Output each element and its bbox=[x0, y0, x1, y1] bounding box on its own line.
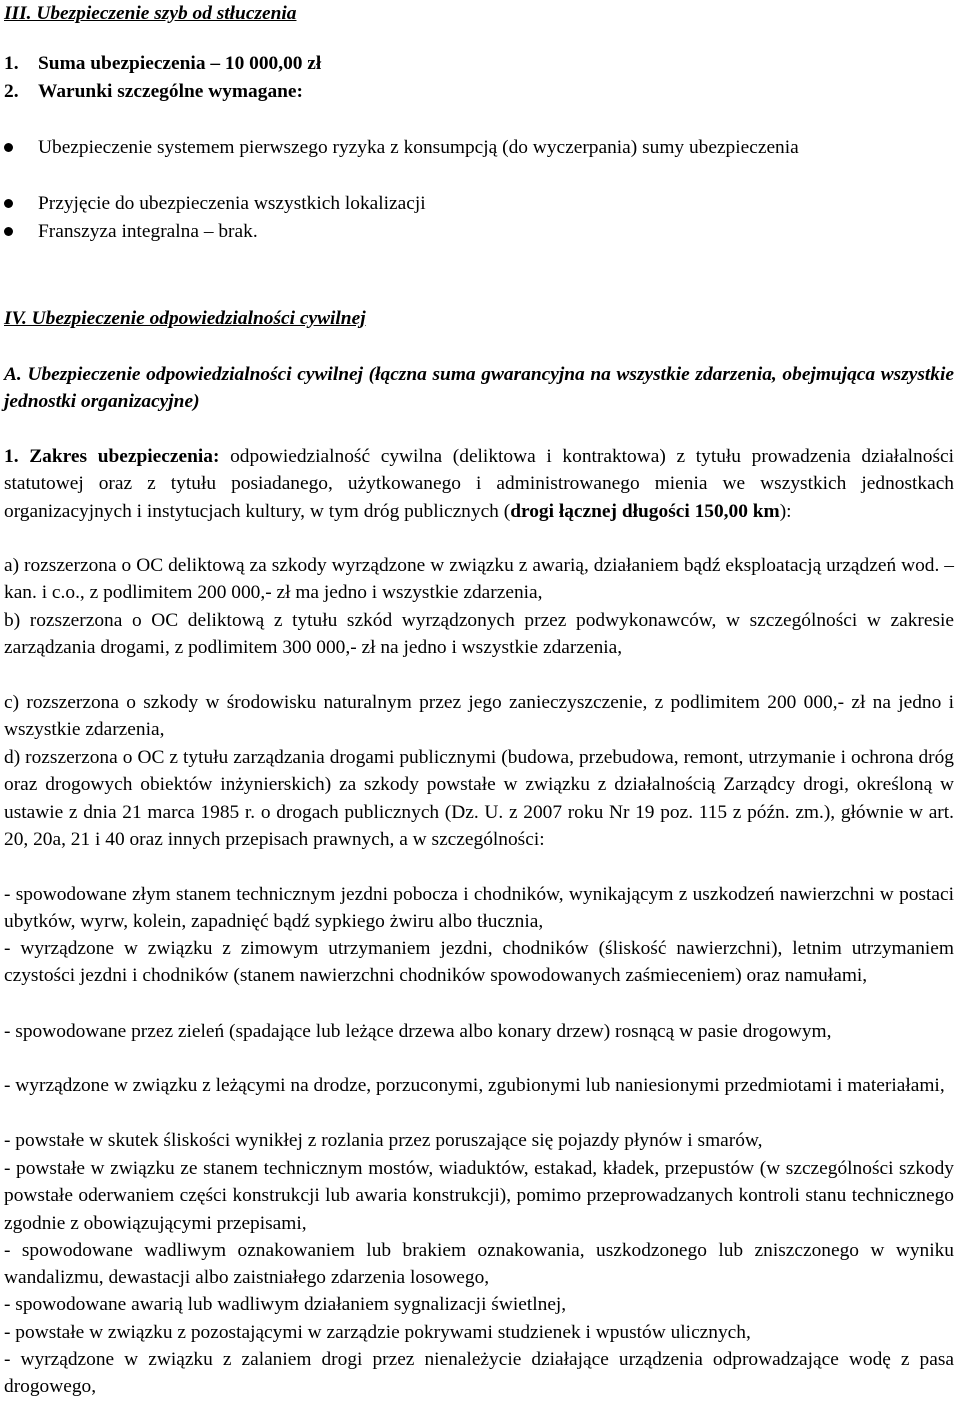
bullet-text: Przyjęcie do ubezpieczenia wszystkich lokalizacji bbox=[38, 193, 426, 214]
dash-item: - powstałe w związku ze stanem technicznym mostów, wiaduktów, estakad, kładek, przepustów (w szczególności szkody powstałe oderwaniem części konstrukcji lub awaria konstrukcji), pomimo przeprowadzanych kontroli stanu technicznego zgodnie z obowiązującymi przepisami, bbox=[4, 1158, 954, 1234]
extension-item-b: b) rozszerzona o OC deliktową z tytułu szkód wyrządzonych przez podwykonawców, w szczególności w zakresie zarządzania drogami, z podlimitem 300 000,- zł na jedno i wszystkie zdarzenia, bbox=[4, 610, 954, 659]
bullet-icon bbox=[4, 143, 13, 152]
bullet-text: Franszyza integralna – brak. bbox=[38, 221, 258, 242]
extension-item-c: c) rozszerzona o szkody w środowisku naturalnym przez jego zanieczyszczenie, z podlimitem 200 000,- zł na jedno i wszystkie zdarzenia, bbox=[4, 692, 954, 741]
dash-item: - spowodowane wadliwym oznakowaniem lub brakiem oznakowania, uszkodzonego lub zniszczonego w wyniku wandalizmu, dewastacji albo zaistniałego zdarzenia losowego, bbox=[4, 1240, 954, 1289]
bullet-icon bbox=[4, 227, 13, 236]
scope-road-length: drogi łącznej długości 150,00 km bbox=[510, 500, 780, 522]
dash-item: - wyrządzone w związku z zalaniem drogi przez nienależycie działające urządzenia odprowadzające wodę z pasa drogowego, bbox=[4, 1349, 954, 1398]
dash-item: - spowodowane złym stanem technicznym jezdni pobocza i chodników, wynikającym z uszkodzeń nawierzchni w postaci ubytków, wyrw, kolein, zapadnięć bądź sypkiego żwiru albo tłucznia, bbox=[4, 884, 954, 933]
item-text: Suma ubezpieczenia – 10 000,00 zł bbox=[38, 53, 322, 74]
section-3-heading: III. Ubezpieczenie szyb od stłuczenia bbox=[4, 3, 297, 24]
dash-item: - powstałe w skutek śliskości wynikłej z rozlania przez poruszające się pojazdy płynów i smarów, bbox=[4, 1130, 763, 1151]
scope-label: 1. Zakres ubezpieczenia: bbox=[4, 446, 220, 467]
bullet-icon bbox=[4, 199, 13, 208]
scope-text-end: ): bbox=[779, 500, 792, 522]
bullet-text: Ubezpieczenie systemem pierwszego ryzyka z konsumpcją (do wyczerpania) sumy ubezpieczenia bbox=[38, 137, 799, 158]
item-number: 1. bbox=[4, 53, 19, 74]
dash-item: - powstałe w związku z pozostającymi w zarządzie pokrywami studzienek i wpustów ulicznych, bbox=[4, 1322, 751, 1343]
section-3-item-1 bbox=[4, 50, 954, 77]
scope-text: odpowiedzialność cywilna (deliktowa i kontraktowa) z tytułu prowadzenia działalności statutowej oraz z tytułu posiadanego, użytkowanego i administrowanego mienia we wszystkich jednostkach organizacyjnych i instytucjach kultury, w tym dróg publicznych ( bbox=[4, 446, 954, 522]
section-4-subheading: A. Ubezpieczenie odpowiedzialności cywilnej (łączna suma gwarancyjna na wszystkie zdarzenia, obejmująca wszystkie jednostki organizacyjne) bbox=[4, 364, 954, 413]
item-number: 2. bbox=[4, 81, 19, 102]
item-text: Warunki szczególne wymagane: bbox=[38, 81, 303, 102]
section-3-item-2 bbox=[4, 78, 954, 105]
dash-item: - spowodowane przez zieleń (spadające lub leżące drzewa albo konary drzew) rosnącą w pasie drogowym, bbox=[4, 1021, 832, 1042]
scope-paragraph bbox=[4, 443, 954, 525]
extension-item-d: d) rozszerzona o OC z tytułu zarządzania drogami publicznymi (budowa, przebudowa, remont, utrzymanie i ochrona dróg oraz drogowych obiektów inżynierskich) za szkody powstałe w związku z działalnością Zarządcy drogi, określoną w ustawie z dnia 21 marca 1985 r. o drogach publicznych (Dz. U. z 2007 roku Nr 19 poz. 115 z późn. zm.), głównie w art. 20, 20a, 21 i 40 oraz innych przepisach prawnych, a w szczególności: bbox=[4, 747, 954, 851]
dash-item: - wyrządzone w związku z leżącymi na drodze, porzuconymi, zgubionymi lub naniesionymi przedmiotami i materiałami, bbox=[4, 1075, 945, 1096]
dash-item: - wyrządzone w związku z zimowym utrzymaniem jezdni, chodników (śliskość nawierzchni), letnim utrzymaniem czystości jezdni i chodników (stanem nawierzchni chodników spowodowanych zaśmieceniem) oraz namułami, bbox=[4, 938, 954, 987]
section-4-heading: IV. Ubezpieczenie odpowiedzialności cywilnej bbox=[4, 308, 366, 329]
dash-item: - spowodowane awarią lub wadliwym działaniem sygnalizacji świetlnej, bbox=[4, 1294, 567, 1315]
extension-item-a: a) rozszerzona o OC deliktową za szkody wyrządzone w związku z awarią, działaniem bądź eksploatacją urządzeń wod. – kan. i c.o., z podlimitem 200 000,- zł ma jedno i wszystkie zdarzenia, bbox=[4, 555, 954, 604]
